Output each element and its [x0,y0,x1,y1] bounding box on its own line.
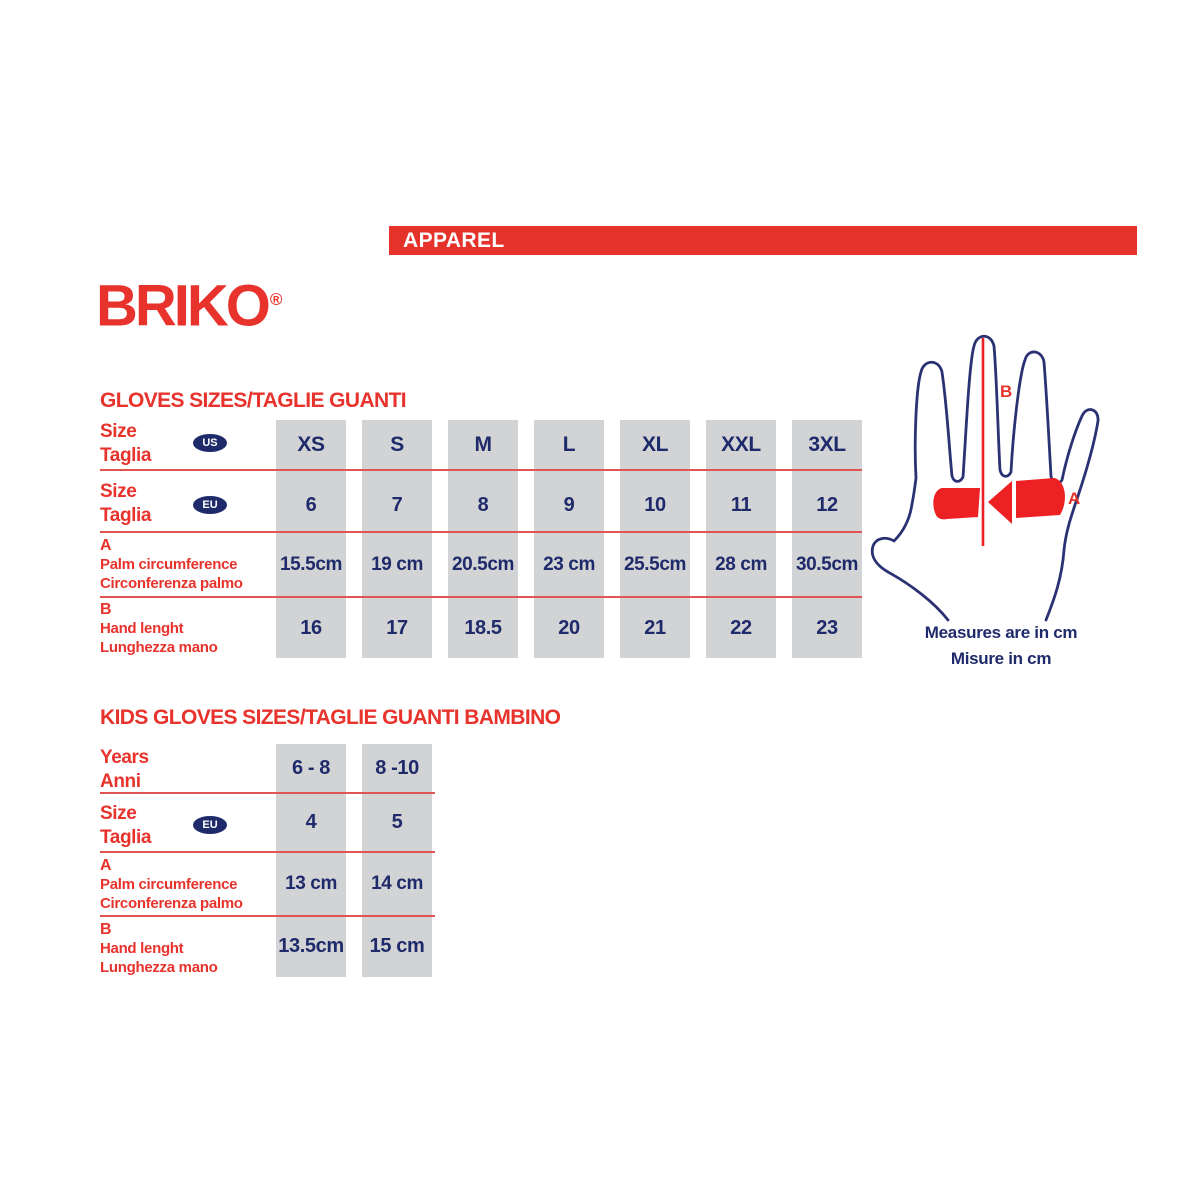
row-label-it: Anni [100,771,141,792]
table-cell: 17 [386,616,408,639]
table-cell: XL [641,433,669,456]
row-label-size-us [100,420,151,468]
row-label-it: Lunghezza mano [100,639,218,656]
table-cell: 12 [816,493,838,516]
row-label-it: Circonferenza palmo [100,895,243,912]
row-label-en: Palm circumference [100,556,238,573]
table-cell: 11 [730,493,752,516]
table-cell: S [390,433,404,456]
table-cell: 8 [477,493,489,516]
table-cell: 15 cm [369,934,425,957]
table-cell: L [562,433,576,456]
table-cell: 5 [391,811,403,833]
table-cell: 25.5cm [623,554,687,575]
eu-badge: EU [193,816,227,834]
table-cell: 16 [300,616,322,639]
row-label-en: Hand lenght [100,620,184,637]
table-cell: 23 [816,616,838,639]
row-label-it: Circonferenza palmo [100,575,243,592]
row-label-palm-kids [100,857,243,913]
row-label-size-eu-kids [100,802,151,850]
apparel-banner [389,226,1137,255]
measurement-note [868,620,1134,672]
registered-mark: ® [269,290,283,309]
row-letter: B [100,921,112,938]
us-badge: US [193,434,227,452]
table-cell: 3XL [808,433,846,456]
row-label-palm [100,537,243,593]
table-cell: 7 [391,493,403,516]
row-letter: A [100,537,112,554]
table-cell: 4 [305,811,317,833]
table-cell: XS [297,433,325,456]
hand-icon [870,328,1120,628]
row-label-en: Size [100,803,137,824]
row-label-hand-kids [100,921,217,977]
apparel-banner-label: APPAREL [403,228,505,252]
row-label-en: Size [100,421,137,442]
row-label-it: Taglia [100,827,152,848]
table-cell: XXL [721,433,761,456]
eu-badge: EU [193,496,227,514]
row-label-hand [100,601,217,657]
row-label-en: Years [100,747,149,768]
table-cell: 23 cm [543,554,595,575]
hand-label-a: A [1068,489,1081,508]
table-cell: 20.5cm [451,554,515,575]
row-label-it: Taglia [100,505,152,526]
table-cell: 22 [730,616,752,639]
table-cell: M [474,433,492,456]
adult-table-title: GLOVES SIZES/TAGLIE GUANTI [100,389,407,412]
row-label-it: Lunghezza mano [100,959,218,976]
table-cell: 15.5cm [279,554,343,575]
hand-label-b: B [1000,382,1013,401]
row-label-en: Hand lenght [100,940,184,957]
row-label-size-eu [100,480,151,528]
briko-logo [96,272,283,339]
measurement-note-en: Measures are in cm [924,623,1078,642]
table-cell: 20 [558,616,580,639]
table-cell: 18.5 [464,616,502,639]
measurement-note-it: Misure in cm [950,649,1052,668]
briko-logo-text: BRIKO [96,273,268,339]
table-cell: 10 [644,493,666,516]
row-letter: B [100,601,112,618]
table-cell: 14 cm [371,873,423,894]
hand-measurement-diagram [870,328,1120,628]
table-cell: 13.5cm [278,934,344,957]
table-cell: 30.5cm [795,554,859,575]
table-cell: 6 - 8 [291,756,331,779]
kids-table-title: KIDS GLOVES SIZES/TAGLIE GUANTI BAMBINO [100,706,561,729]
table-cell: 21 [644,616,666,639]
table-cell: 6 [305,493,317,516]
table-cell: 9 [563,493,575,516]
table-cell: 13 cm [285,873,337,894]
row-letter: A [100,857,112,874]
row-label-en: Size [100,481,137,502]
row-label-years [100,746,149,794]
table-cell: 19 cm [371,554,423,575]
table-cell: 8 -10 [375,756,419,779]
row-label-en: Palm circumference [100,876,238,893]
row-label-it: Taglia [100,445,152,466]
table-cell: 28 cm [715,554,767,575]
